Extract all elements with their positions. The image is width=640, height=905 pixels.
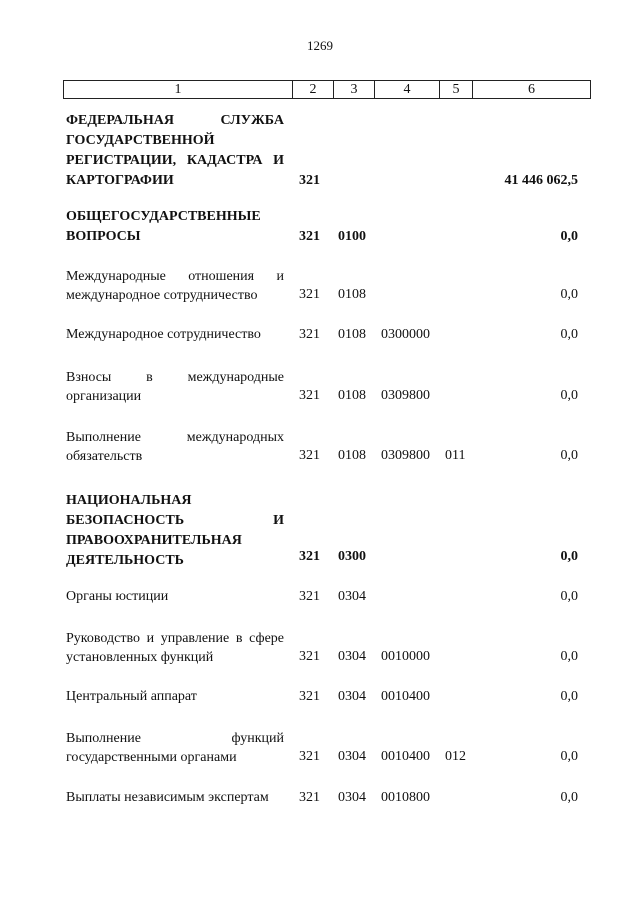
row-agency-code: 321	[299, 229, 320, 244]
row-agency-code: 321	[299, 749, 320, 764]
row-amount: 0,0	[560, 589, 578, 604]
row-amount: 0,0	[560, 287, 578, 302]
row-name: Международное сотрудничество	[66, 327, 261, 342]
row-section-code: 0108	[338, 388, 366, 403]
column-header-2: 2	[293, 81, 334, 99]
row-target-code: 0010400	[381, 749, 430, 764]
row-section-code: 0108	[338, 327, 366, 342]
column-header-row	[64, 81, 591, 99]
row-name: ФЕДЕРАЛЬНАЯ СЛУЖБА ГОСУДАРСТВЕННОЙ РЕГИСТРАЦИИ, КАДАСТРА И КАРТОГРАФИИ	[66, 113, 284, 188]
row-section-code: 0300	[338, 549, 366, 564]
row-name: Руководство и управление в сфере установленных функций	[66, 631, 284, 665]
row-section-code: 0304	[338, 589, 366, 604]
row-agency-code: 321	[299, 589, 320, 604]
row-agency-code: 321	[299, 790, 320, 805]
row-agency-code: 321	[299, 689, 320, 704]
row-agency-code: 321	[299, 287, 320, 302]
row-target-code: 0300000	[381, 327, 430, 342]
row-agency-code: 321	[299, 549, 320, 564]
column-header-5: 5	[440, 81, 473, 99]
row-section-code: 0304	[338, 649, 366, 664]
row-name: Выполнение функций государственными органами	[66, 731, 284, 765]
row-name: Органы юстиции	[66, 589, 169, 604]
row-section-code: 0304	[338, 689, 366, 704]
row-name: Выполнение международных обязательств	[66, 430, 284, 464]
row-target-code: 0309800	[381, 448, 430, 463]
row-amount: 0,0	[560, 229, 578, 244]
row-section-code: 0100	[338, 229, 366, 244]
row-agency-code: 321	[299, 649, 320, 664]
row-target-code: 0309800	[381, 388, 430, 403]
row-amount: 0,0	[560, 327, 578, 342]
row-target-code: 0010000	[381, 649, 430, 664]
row-name: Взносы в международные организации	[66, 370, 284, 404]
row-agency-code: 321	[299, 388, 320, 403]
row-section-code: 0108	[338, 448, 366, 463]
row-amount: 0,0	[560, 388, 578, 403]
row-agency-code: 321	[299, 173, 320, 188]
row-agency-code: 321	[299, 448, 320, 463]
row-target-code: 0010800	[381, 790, 430, 805]
row-amount: 0,0	[560, 649, 578, 664]
row-amount: 0,0	[560, 790, 578, 805]
row-name: Выплаты независимым экспертам	[66, 790, 269, 805]
column-header-6: 6	[473, 81, 591, 99]
row-name: НАЦИОНАЛЬНАЯ БЕЗОПАСНОСТЬ И ПРАВООХРАНИТЕЛЬНАЯ ДЕЯТЕЛЬНОСТЬ	[66, 493, 284, 568]
row-name: Центральный аппарат	[66, 689, 197, 704]
page-number: 1269	[307, 38, 333, 53]
column-header-4: 4	[375, 81, 440, 99]
row-amount: 0,0	[560, 448, 578, 463]
column-header-1: 1	[64, 81, 293, 99]
row-section-code: 0108	[338, 287, 366, 302]
column-header-3: 3	[334, 81, 375, 99]
row-amount: 0,0	[560, 689, 578, 704]
row-name: ОБЩЕГОСУДАРСТВЕННЫЕ ВОПРОСЫ	[66, 209, 261, 244]
row-amount: 41 446 062,5	[504, 173, 578, 188]
row-target-code: 0010400	[381, 689, 430, 704]
row-amount: 0,0	[560, 549, 578, 564]
row-name: Международные отношения и международное сотрудничество	[66, 269, 284, 303]
column-header-table	[63, 80, 591, 99]
row-expense-code: 012	[445, 749, 466, 764]
row-section-code: 0304	[338, 790, 366, 805]
row-expense-code: 011	[445, 448, 466, 463]
row-agency-code: 321	[299, 327, 320, 342]
row-amount: 0,0	[560, 749, 578, 764]
row-section-code: 0304	[338, 749, 366, 764]
